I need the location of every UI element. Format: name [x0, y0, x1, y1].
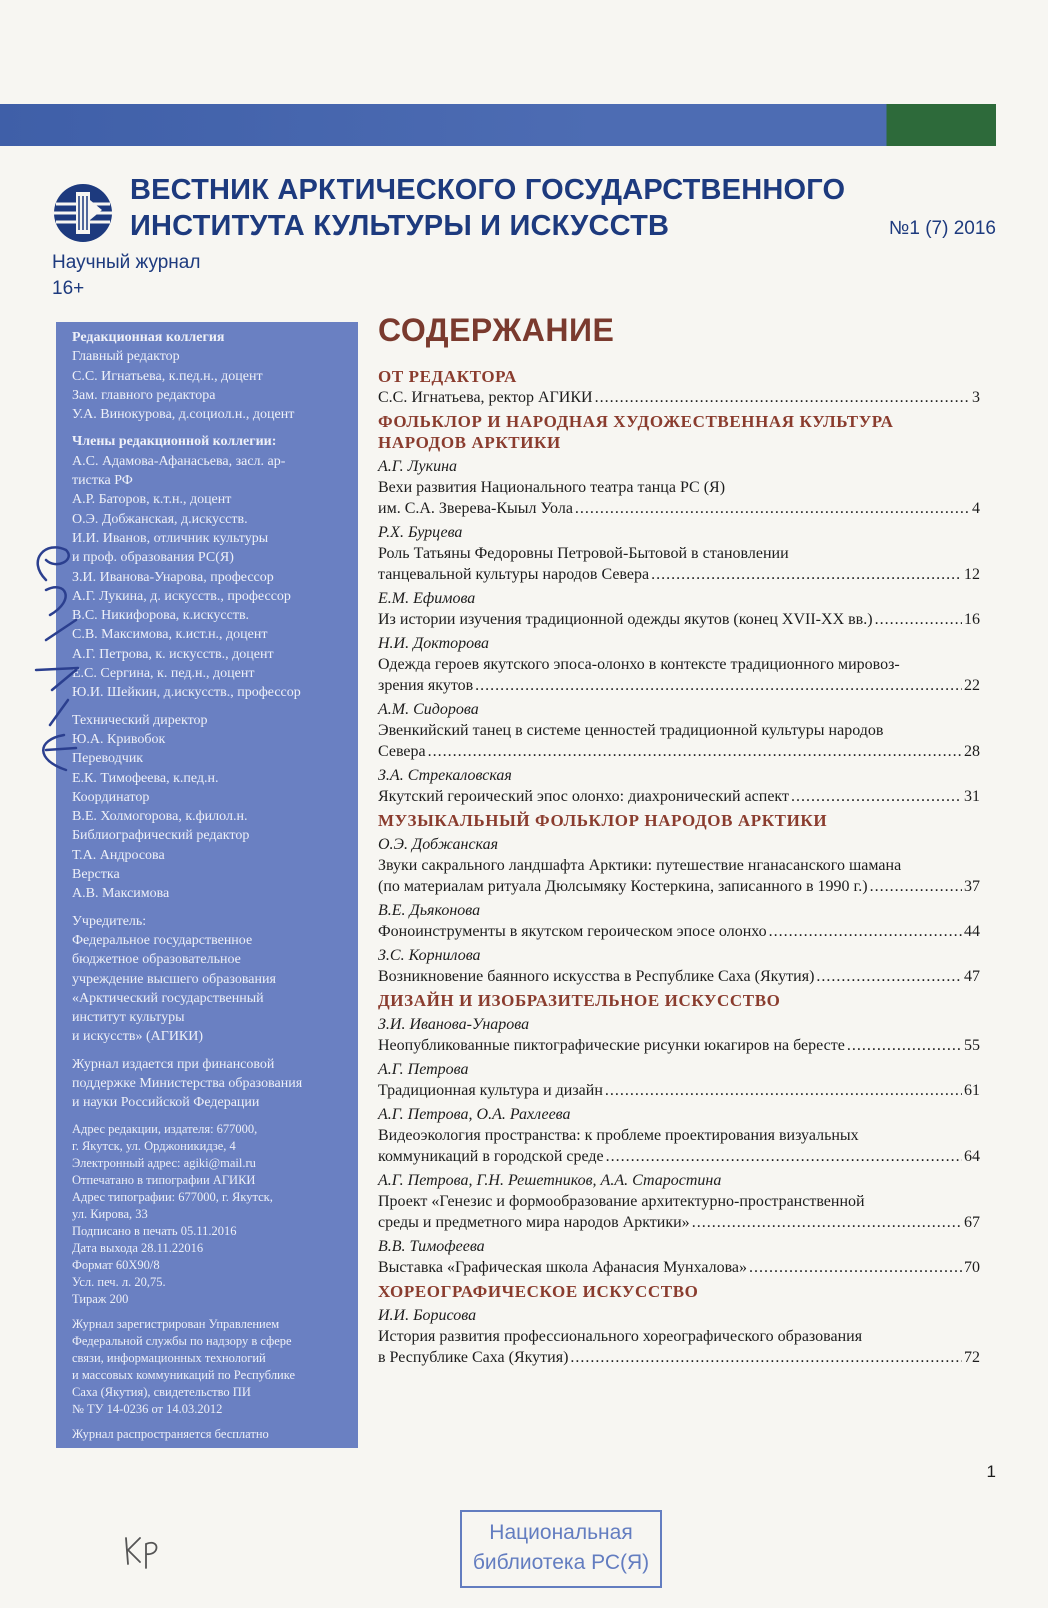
toc-page-number: 31 [964, 788, 980, 805]
registration-line: Журнал зарегистрирован Управлением [72, 1316, 280, 1331]
toc-leader-dots [870, 876, 962, 897]
toc-entry-title-start: Проект «Генезис и формообразование архитектурно-пространственной [378, 1193, 865, 1210]
toc-entry[interactable] [378, 654, 980, 696]
institute-globe-logo [52, 182, 116, 244]
staff-line: Е.К. Тимофеева, к.пед.н. [72, 770, 219, 786]
contents-heading: СОДЕРЖАНИЕ [378, 312, 615, 348]
support-line: и науки Российской Федерации [72, 1095, 260, 1111]
journal-type: Научный журнал [52, 252, 201, 273]
age-rating: 16+ [52, 278, 85, 299]
board-member: С.В. Максимова, к.ист.н., доцент [72, 627, 268, 643]
registration-line: Федеральной службы по надзору в сфере [72, 1333, 292, 1348]
journal-subtitle [52, 250, 200, 302]
toc-author: В.В. Тимофеева [378, 1238, 485, 1255]
toc-entry-title: Возникновение баянного искусства в Республике Саха (Якутия) [378, 968, 815, 985]
toc-author: З.И. Иванова-Унарова [378, 1016, 530, 1033]
toc-author: З.А. Стрекаловская [378, 767, 512, 784]
issue-number: №1 (7) 2016 [889, 218, 996, 239]
staff-line: Верстка [72, 867, 120, 883]
founder-line: институт культуры [72, 1010, 185, 1026]
toc-leader-dots [875, 609, 962, 630]
toc-leader-dots [791, 786, 962, 807]
staff-list [72, 711, 350, 904]
toc-section-heading: МУЗЫКАЛЬНЫЙ ФОЛЬКЛОР НАРОДОВ АРКТИКИ [378, 811, 828, 830]
toc-entry-title-start: Роль Татьяны Федоровны Петровой-Бытовой в становлении [378, 545, 789, 562]
toc-entry-title: танцевальной культуры народов Севера [378, 566, 650, 583]
toc-leader-dots [475, 675, 962, 696]
toc-author: В.Е. Дьяконова [378, 902, 481, 919]
board-title: Редакционная коллегия [72, 330, 225, 345]
board-member: Ю.И. Шейкин, д.искусств., профессор [72, 685, 301, 701]
toc-page-number: 12 [964, 566, 980, 583]
toc-page-number: 67 [964, 1214, 980, 1231]
toc-page-number: 64 [964, 1148, 980, 1165]
imprint-line: г. Якутск, ул. Орджоникидзе, 4 [72, 1138, 236, 1153]
toc-page-number: 37 [964, 878, 980, 895]
imprint-line: Дата выхода 28.11.22016 [72, 1240, 204, 1255]
founder-line: и искусств» (АГИКИ) [72, 1029, 204, 1045]
toc-entry[interactable] [378, 966, 980, 987]
registration-line: Саха (Якутия), свидетельство ПИ [72, 1384, 251, 1399]
toc-entry[interactable] [378, 1125, 980, 1167]
toc-entry-title: среды и предметного мира народов Арктики» [378, 1214, 690, 1231]
page-number: 1 [986, 1462, 996, 1481]
toc-author: Е.М. Ефимова [378, 590, 476, 607]
toc-entry-title: в Республике Саха (Якутия) [378, 1349, 569, 1366]
toc-entry[interactable] [378, 387, 980, 408]
toc-page-number: 28 [964, 743, 980, 760]
toc-author: А.Г. Лукина [378, 458, 458, 475]
staff-line: Ю.А. Кривобок [72, 731, 166, 747]
imprint-line: Усл. печ. л. 20,75. [72, 1274, 166, 1289]
toc-entry-title-start: Эвенкийский танец в системе ценностей традиционной культуры народов [378, 722, 884, 739]
imprint-line: ул. Кирова, 33 [72, 1206, 148, 1221]
toc-author: А.Г. Петрова, Г.Н. Решетников, А.А. Старостина [378, 1172, 722, 1189]
toc-leader-dots [428, 741, 962, 762]
toc-page-number: 44 [964, 923, 980, 940]
toc-entry-title-start: История развития профессионального хореографического образования [378, 1328, 863, 1345]
staff-line: А.В. Максимова [72, 886, 170, 902]
staff-line: Координатор [72, 789, 150, 805]
stamp-line2: библиотека РС(Я) [472, 1551, 650, 1574]
toc-list [378, 366, 980, 1368]
toc-author: И.И. Борисова [378, 1307, 477, 1324]
board-member: О.Э. Добжанская, д.искусств. [72, 511, 248, 527]
handwritten-bottom-note [120, 1530, 170, 1570]
toc-entry[interactable] [378, 720, 980, 762]
imprint-info [72, 1121, 350, 1308]
toc-author: О.Э. Добжанская [378, 836, 499, 853]
toc-author: А.М. Сидорова [378, 701, 479, 718]
registration-line: № ТУ 14-0236 от 14.03.2012 [72, 1401, 223, 1416]
toc-entry[interactable] [378, 855, 980, 897]
toc-page-number: 70 [964, 1259, 980, 1276]
table-of-contents [378, 310, 980, 1368]
toc-page-number: 4 [972, 500, 980, 517]
toc-entry-title: Неопубликованные пиктографические рисунки юкагиров на бересте [378, 1037, 845, 1054]
imprint-line: Формат 60Х90/8 [72, 1257, 160, 1272]
toc-section-heading: ФОЛЬКЛОР И НАРОДНАЯ ХУДОЖЕСТВЕННАЯ КУЛЬТУРА НАРОДОВ АРКТИКИ [378, 412, 894, 452]
free-distribution: Журнал распространяется бесплатно [72, 1426, 269, 1441]
board-member: Е.С. Сергина, к. пед.н., доцент [72, 666, 255, 682]
journal-title [130, 172, 845, 244]
chief-label: Главный редактор [72, 349, 180, 365]
toc-author: А.Г. Петрова [378, 1061, 469, 1078]
deputy-editor: У.А. Винокурова, д.социол.н., доцент [72, 407, 295, 423]
toc-entry[interactable] [378, 1257, 980, 1278]
founder-line: бюджетное образовательное [72, 952, 241, 968]
board-member: и проф. образования РС(Я) [72, 550, 234, 566]
toc-entry-title: Фоноинструменты в якутском героическом эпосе олонхо [378, 923, 767, 940]
toc-entry-title: им. С.А. Зверева-Кыыл Уола [378, 500, 573, 517]
toc-leader-dots [749, 1257, 962, 1278]
imprint-line: Тираж 200 [72, 1291, 129, 1306]
support-line: поддержке Министерства образования [72, 1075, 303, 1091]
toc-leader-dots [847, 1035, 962, 1056]
registration-info [72, 1316, 350, 1418]
toc-entry[interactable] [378, 1035, 980, 1056]
staff-line: Переводчик [72, 751, 144, 767]
toc-author: А.Г. Петрова, О.А. Рахлеева [378, 1106, 571, 1123]
stamp-line1: Национальная [489, 1521, 633, 1544]
toc-entry-title: зрения якутов [378, 677, 474, 694]
toc-section-heading: ОТ РЕДАКТОРА [378, 367, 517, 386]
toc-page-number: 55 [964, 1037, 980, 1054]
toc-entry-title: коммуникаций в городской среде [378, 1148, 604, 1165]
toc-page-number: 3 [972, 389, 980, 406]
toc-entry-title: Традиционная культура и дизайн [378, 1082, 603, 1099]
editorial-board [72, 328, 350, 424]
toc-page-number: 22 [964, 677, 980, 694]
toc-section-heading: ХОРЕОГРАФИЧЕСКОЕ ИСКУССТВО [378, 1282, 699, 1301]
handwritten-margin-note [6, 520, 86, 780]
board-member: З.И. Иванова-Унарова, профессор [72, 569, 274, 585]
header-color-bar [0, 104, 996, 146]
toc-entry[interactable] [378, 543, 980, 585]
toc-entry[interactable] [378, 921, 980, 942]
imprint-line: Адрес типографии: 677000, г. Якутск, [72, 1189, 273, 1204]
editorial-sidebar [56, 322, 358, 1448]
toc-leader-dots [816, 966, 962, 987]
staff-line: В.Е. Холмогорова, к.филол.н. [72, 809, 248, 825]
library-stamp [460, 1510, 662, 1588]
toc-entry-title: Якутский героический эпос олонхо: диахронический аспект [378, 788, 789, 805]
toc-page-number: 47 [964, 968, 980, 985]
toc-entry-title: Севера [378, 743, 426, 760]
toc-section-heading: ДИЗАЙН И ИЗОБРАЗИТЕЛЬНОЕ ИСКУССТВО [378, 991, 781, 1010]
toc-entry-title-start: Вехи развития Национального театра танца РС (Я) [378, 479, 726, 496]
toc-leader-dots [575, 498, 970, 519]
toc-entry-title-start: Одежда героев якутского эпоса-олонхо в контексте традиционного мировоз- [378, 656, 900, 673]
board-members [72, 432, 350, 702]
journal-title-line1: ВЕСТНИК АРКТИЧЕСКОГО ГОСУДАРСТВЕННОГО [130, 174, 846, 206]
toc-leader-dots [651, 564, 962, 585]
board-member: И.И. Иванов, отличник культуры [72, 530, 269, 546]
toc-entry[interactable] [378, 1191, 980, 1233]
toc-leader-dots [605, 1080, 962, 1101]
founder-line: учреждение высшего образования [72, 971, 276, 987]
toc-entry[interactable] [378, 1080, 980, 1101]
toc-leader-dots [692, 1212, 962, 1233]
founder-info [72, 912, 350, 1047]
members-list [72, 452, 350, 703]
board-member: тистка РФ [72, 473, 133, 489]
staff-line: Библиографический редактор [72, 828, 250, 844]
support-line: Журнал издается при финансовой [72, 1056, 275, 1072]
toc-page-number: 61 [964, 1082, 980, 1099]
toc-page-number: 16 [964, 611, 980, 628]
imprint-line: Отпечатано в типографии АГИКИ [72, 1172, 256, 1187]
toc-entry[interactable] [378, 609, 980, 630]
board-member: А.Г. Лукина, д. искусств., профессор [72, 588, 291, 604]
registration-line: и массовых коммуникаций по Республике [72, 1367, 296, 1382]
imprint-line: Электронный адрес: agiki@mail.ru [72, 1155, 256, 1170]
toc-entry-title-start: Звуки сакрального ландшафта Арктики: путешествие нганасанского шамана [378, 857, 902, 874]
founder-line: Федеральное государственное [72, 932, 253, 948]
toc-page-number: 72 [964, 1349, 980, 1366]
toc-entry-title: Из истории изучения традиционной одежды якутов (конец XVII-XX вв.) [378, 611, 873, 628]
founder-line: Учредитель: [72, 913, 147, 929]
board-member: А.Р. Баторов, к.т.н., доцент [72, 492, 232, 508]
toc-entry-title: (по материалам ритуала Дюлсымяку Костеркина, записанного в 1990 г.) [378, 878, 868, 895]
board-member: А.Г. Петрова, к. искусств., доцент [72, 646, 274, 662]
imprint-line: Подписано в печать 05.11.2016 [72, 1223, 237, 1238]
founder-line: «Арктический государственный [72, 990, 264, 1006]
toc-entry[interactable] [378, 477, 980, 519]
toc-leader-dots [595, 387, 970, 408]
toc-author: З.С. Корнилова [378, 947, 481, 964]
members-title: Члены редакционной коллегии: [72, 434, 277, 450]
toc-leader-dots [606, 1146, 962, 1167]
toc-leader-dots [570, 1347, 962, 1368]
registration-line: связи, информационных технологий [72, 1350, 266, 1365]
journal-title-line2: ИНСТИТУТА КУЛЬТУРЫ И ИСКУССТВ [130, 210, 670, 242]
imprint-line: Адрес редакции, издателя: 677000, [72, 1121, 258, 1136]
toc-author: Р.Х. Бурцева [378, 524, 463, 541]
toc-leader-dots [769, 921, 962, 942]
staff-line: Т.А. Андросова [72, 847, 165, 863]
support-info [72, 1055, 350, 1113]
toc-author: Н.И. Докторова [378, 635, 489, 652]
board-member: А.С. Адамова-Афанасьева, засл. ар- [72, 453, 286, 469]
toc-entry-title-start: Видеоэкология пространства: к проблеме проектирования визуальных [378, 1127, 859, 1144]
chief-editor: С.С. Игнатьева, к.пед.н., доцент [72, 368, 263, 384]
toc-entry[interactable] [378, 1326, 980, 1368]
staff-line: Технический директор [72, 712, 208, 728]
deputy-label: Зам. главного редактора [72, 387, 216, 403]
toc-entry-title: С.С. Игнатьева, ректор АГИКИ [378, 389, 593, 406]
toc-entry-title: Выставка «Графическая школа Афанасия Мунхалова» [378, 1259, 748, 1276]
toc-entry[interactable] [378, 786, 980, 807]
board-member: В.С. Никифорова, к.искусств. [72, 608, 250, 624]
